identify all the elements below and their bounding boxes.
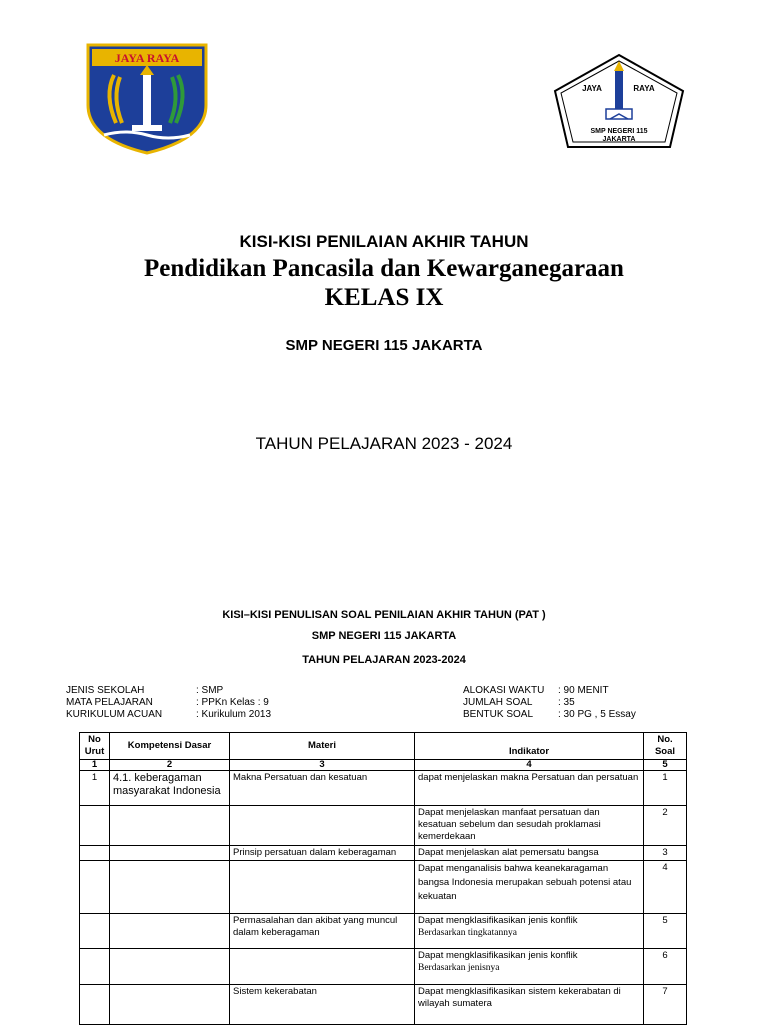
info-row: ALOKASI WAKTU : 90 MENIT: [463, 685, 609, 696]
cell-materi: Permasalahan dan akibat yang muncul dalam keberagaman: [230, 914, 415, 949]
table-row: [80, 806, 687, 846]
info-right: [463, 685, 636, 721]
cell-materi: Prinsip persatuan dalam keberagaman: [230, 846, 415, 861]
school-logo: [552, 53, 686, 149]
cell-materi: [230, 949, 415, 985]
cell-indikator: Dapat menjelaskan manfaat persatuan dan kesatuan sebelum dan sesudah proklamasi kemerdekaan: [415, 806, 644, 846]
cell-soal: 1: [644, 771, 687, 806]
header-kompetensi: Kompetensi Dasar: [110, 733, 230, 760]
cover-subject: Pendidikan Pancasila dan Kewarganegaraan: [144, 255, 624, 282]
jakarta-crest-logo: [86, 43, 208, 155]
table-row: [80, 914, 687, 949]
info-row: BENTUK SOAL : 30 PG , 5 Essay: [463, 709, 636, 720]
cell-kd: 4.1. keberagaman masyarakat Indonesia: [110, 771, 230, 806]
cell-soal: 6: [644, 949, 687, 985]
cell-kd: [110, 846, 230, 861]
cover-year: TAHUN PELAJARAN 2023 - 2024: [255, 434, 513, 453]
svg-text:JAKARTA: JAKARTA: [602, 136, 636, 143]
svg-text:JAYA RAYA: JAYA RAYA: [114, 51, 180, 65]
cell-soal: 7: [644, 985, 687, 1025]
column-number-row: [80, 760, 687, 771]
section-school: SMP NEGERI 115 JAKARTA: [311, 630, 457, 642]
cell-kd: [110, 949, 230, 985]
cover-class: KELAS IX: [324, 284, 444, 311]
table-row: [80, 771, 687, 806]
cell-kd: [110, 806, 230, 846]
cell-kd: [110, 985, 230, 1025]
table-row: [80, 949, 687, 985]
cell-indikator: [415, 949, 644, 985]
header-no-urut: No Urut: [80, 733, 110, 760]
cell-indikator: dapat menjelaskan makna Persatuan dan persatuan: [415, 771, 644, 806]
col-number: 2: [110, 760, 230, 771]
indikator-line: Berdasarkan jenisnya: [418, 963, 500, 973]
cell-soal: 2: [644, 806, 687, 846]
header-indikator: Indikator: [415, 733, 644, 760]
col-number: 4: [415, 760, 644, 771]
kisi-kisi-table: [79, 732, 687, 1025]
header-materi: Materi: [230, 733, 415, 760]
info-left: [66, 685, 271, 721]
cell-no: [80, 846, 110, 861]
col-number: 1: [80, 760, 110, 771]
indikator-line: Berdasarkan tingkatannya: [418, 928, 517, 938]
cell-no: [80, 914, 110, 949]
info-row: JUMLAH SOAL : 35: [463, 697, 575, 708]
cell-no: [80, 985, 110, 1025]
cell-no: [80, 861, 110, 914]
cell-materi: Sistem kekerabatan: [230, 985, 415, 1025]
cell-indikator: [415, 914, 644, 949]
cell-materi: [230, 861, 415, 914]
info-row: KURIKULUM ACUAN : Kurikulum 2013: [66, 709, 272, 720]
header-no-soal: No. Soal: [644, 733, 687, 760]
cell-no: [80, 806, 110, 846]
indikator-line: Dapat mengklasifikasikan jenis konflik: [418, 915, 578, 926]
section-title: KISI–KISI PENULISAN SOAL PENILAIAN AKHIR TAHUN (PAT ): [222, 609, 546, 621]
cell-kd: [110, 861, 230, 914]
svg-text:RAYA: RAYA: [633, 84, 655, 93]
col-number: 5: [644, 760, 687, 771]
table-header-row: [80, 733, 687, 760]
cover-title: KISI-KISI PENILAIAN AKHIR TAHUN: [239, 232, 529, 251]
section-year: TAHUN PELAJARAN 2023-2024: [302, 654, 466, 666]
cell-indikator: Dapat menganalisis bahwa keanekaragaman bangsa Indonesia merupakan sebuah potensi atau kekuatan: [415, 861, 644, 914]
cell-indikator: Dapat mengklasifikasikan sistem kekerabatan di wilayah sumatera: [415, 985, 644, 1025]
svg-text:JAYA: JAYA: [582, 84, 602, 93]
table-row: [80, 861, 687, 914]
col-number: 3: [230, 760, 415, 771]
table-row: [80, 846, 687, 861]
info-row: JENIS SEKOLAH : SMP: [66, 685, 224, 696]
cover-school: SMP NEGERI 115 JAKARTA: [285, 337, 483, 354]
table-row: [80, 985, 687, 1025]
cell-materi: Makna Persatuan dan kesatuan: [230, 771, 415, 806]
info-row: MATA PELAJARAN : PPKn Kelas : 9: [66, 697, 269, 708]
cell-soal: 5: [644, 914, 687, 949]
svg-text:SMP NEGERI 115: SMP NEGERI 115: [590, 128, 648, 135]
cell-kd: [110, 914, 230, 949]
cell-no: 1: [80, 771, 110, 806]
cell-no: [80, 949, 110, 985]
cell-indikator: Dapat menjelaskan alat pemersatu bangsa: [415, 846, 644, 861]
indikator-line: Dapat mengklasifikasikan jenis konflik: [418, 950, 578, 961]
cell-soal: 3: [644, 846, 687, 861]
cell-soal: 4: [644, 861, 687, 914]
cell-materi: [230, 806, 415, 846]
